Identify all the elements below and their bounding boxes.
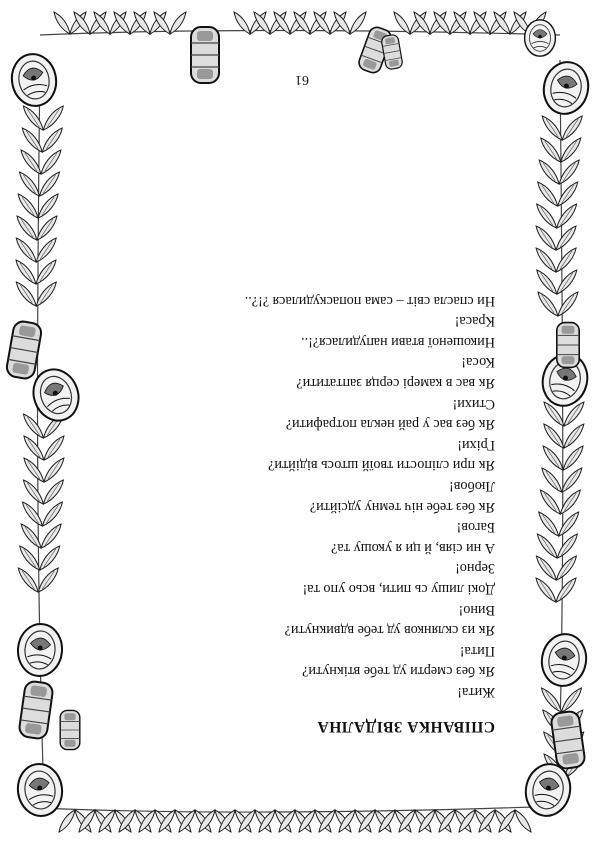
poem-line: Ни спасла світ – сама попаскудилася ?!?..: [244, 292, 495, 309]
poem-line: Никошеної втави напудилася?!..: [301, 333, 495, 350]
poem-line: Зерно!: [455, 560, 495, 577]
poem-line: Вино!: [458, 601, 495, 618]
poem-line: Гріхи!: [457, 436, 495, 453]
poem-line: Докі лишу сь пити, всьо упо та!: [302, 581, 495, 598]
poem-line: Пита!: [459, 642, 495, 659]
poem-line: Як при сліпости твоїй штось відійти?: [268, 457, 495, 474]
poem-title: СПІВАНКА ЗВІДАЛНА: [317, 718, 495, 735]
poem-line: Жита!: [457, 684, 495, 700]
poem-line: Як без вас у рай некла потрафити?: [285, 416, 495, 433]
poem-line: Стихи!: [452, 395, 495, 412]
poem-line: Як без смерти уд тебе втікнути?: [302, 663, 495, 680]
page-number: 61: [295, 72, 309, 87]
poem-line: Як из склянков уд тебе вдвикнути?: [284, 622, 495, 639]
poem-line: Багов!: [456, 519, 495, 536]
poem-line: Коса!: [461, 354, 495, 371]
poem-lines: [245, 290, 495, 702]
poem-line: А ни сіяв, й ци я укошу та?: [331, 539, 495, 556]
poem-line: Краса!: [454, 313, 495, 330]
poem-line: Як вас в камері серця заптатити?: [296, 375, 495, 392]
poem-line: Любов!: [449, 478, 495, 495]
poem-line: Як без тебе ніч темну удсійти?: [309, 498, 495, 515]
